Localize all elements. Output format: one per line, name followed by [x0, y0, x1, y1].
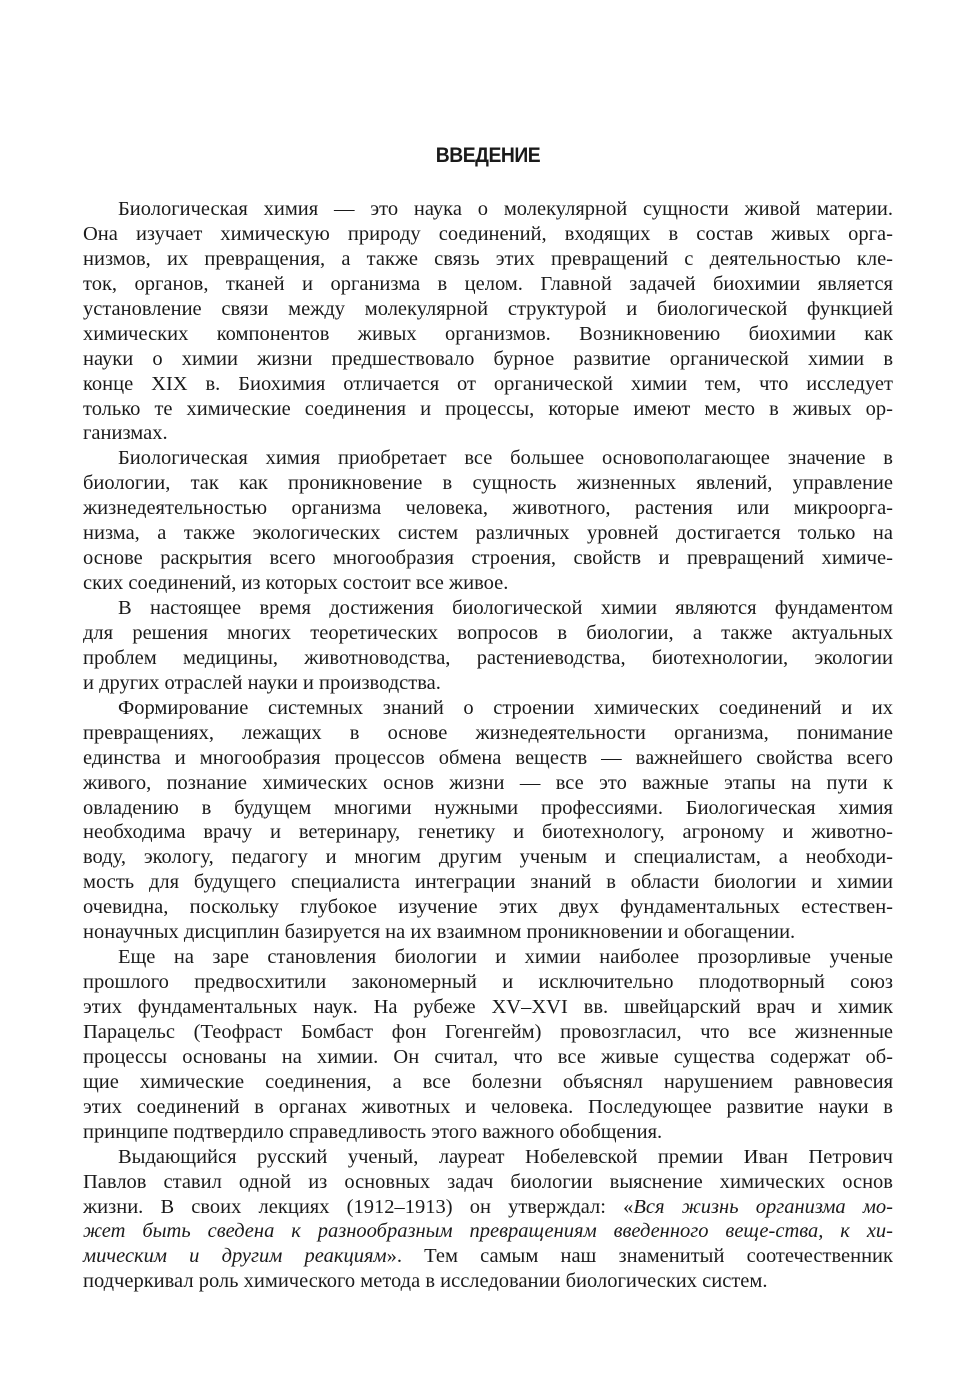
text-line: мость для будущего специалиста интеграции знаний в области биологии и химии [83, 871, 893, 894]
text-line [83, 1219, 893, 1244]
text-line: установление связи между молекулярной структурой и биологической функцией [83, 297, 893, 320]
text-line: только те химические соединения и процессы, которые имеют место в живых ор- [83, 397, 893, 420]
italic-quote: мическим и другим реакциям [83, 1245, 387, 1268]
text-line: и других отраслей науки и производства. [83, 671, 441, 694]
text-line: Биологическая химия — это наука о молекулярной сущности живой материи. [118, 198, 893, 220]
text-line: превращениях, лежащих в основе жизнедеятельности организма, понимание [83, 721, 893, 744]
text-line: прошлого предвосхитили закономерный и исключительно плодотворный союз [83, 971, 893, 994]
text-line: ток, органов, тканей и организма в целом. Главной задачей биохимии является [83, 272, 893, 295]
text-line: этих соединений в органах животных и человека. Последующее развитие науки в [83, 1095, 893, 1118]
text-segment: жизни. В своих лекциях (1912–1913) он утверждал: « [83, 1195, 634, 1218]
italic-quote: жет быть сведена к разнообразным превращениям введенного веще-ства, к хи- [83, 1220, 893, 1243]
text-line: единства и многообразия процессов обмена веществ — важнейшего свойства всего [83, 746, 893, 769]
paragraph [83, 197, 893, 446]
text-line: проблем медицины, животноводства, растениеводства, биотехнологии, экологии [83, 646, 893, 669]
paragraph [83, 945, 893, 1145]
text-line: основе раскрытия всего многообразия строения, свойств и превращений химиче- [83, 547, 893, 570]
text-line: подчеркивал роль химического метода в исследовании биологических систем. [83, 1270, 768, 1293]
text-line: овладению в будущем многими нужными профессиями. Биологическая химия [83, 796, 893, 819]
text-line: конце XIX в. Биохимия отличается от органической химии тем, что исследует [83, 372, 893, 395]
text-line: жизнедеятельностью организма человека, животного, растения или микроорга- [83, 497, 893, 520]
text-line: ганизмах. [83, 422, 168, 445]
text-line: Формирование системных знаний о строении химических соединений и их [118, 696, 893, 719]
text-line: для решения многих теоретических вопросов в биологии, а также актуальных [83, 621, 893, 644]
text-line: науки о химии жизни предшествовало бурное развитие органической химии в [83, 347, 893, 370]
text-line [83, 1244, 893, 1269]
text-line: необходима врачу и ветеринару, генетику и биотехнологу, агроному и животно- [83, 821, 893, 844]
body-text [83, 197, 893, 1294]
paragraph [83, 596, 893, 696]
text-line: живого, познание химических основ жизни — все это важные этапы на пути к [83, 771, 893, 794]
text-line [83, 1195, 893, 1220]
text-line: биологии, так как проникновение в сущность жизненных явлений, управление [83, 472, 893, 495]
page-title: ВВЕДЕНИЕ [435, 144, 541, 167]
text-line: очевидна, поскольку глубокое изучение этих двух фундаментальных естествен- [83, 896, 893, 919]
text-line: химических компонентов живых организмов. Возникновению биохимии как [83, 322, 893, 345]
text-line: щие химические соединения, а все болезни объяснял нарушением равновесия [83, 1070, 893, 1093]
text-line: этих фундаментальных наук. На рубеже XV–XVI вв. швейцарский врач и химик [83, 996, 893, 1018]
text-line: Парацельс (Теофраст Бомбаст фон Гогенгейм) провозгласил, что все жизненные [83, 1020, 893, 1043]
paragraph [83, 696, 893, 945]
text-line: Выдающийся русский ученый, лауреат Нобелевской премии Иван Петрович [118, 1145, 893, 1168]
text-line: ских соединений, из которых состоит все живое. [83, 572, 509, 595]
text-line: низма, а также экологических систем различных уровней достигается только на [83, 522, 893, 545]
italic-quote: Вся жизнь организма мо- [633, 1195, 893, 1218]
text-line: воду, экологу, педагогу и многим другим ученым и специалистам, а необходи- [83, 846, 893, 869]
text-line: В настоящее время достижения биологической химии являются фундаментом [118, 597, 893, 619]
paragraph [83, 446, 893, 596]
text-line: принципе подтвердило справедливость этого важного обобщения. [83, 1120, 663, 1143]
text-line: нонаучных дисциплин базируется на их взаимном проникновении и обогащении. [83, 921, 796, 944]
text-line: Павлов ставил одной из основных задач биологии выяснение химических основ [83, 1170, 893, 1193]
text-line: низмов, их превращения, а также связь этих превращений с деятельностью кле- [83, 247, 893, 270]
text-line: процессы основаны на химии. Он считал, что все живые существа содержат об- [83, 1045, 893, 1068]
text-segment: ». Тем самым наш знаменитый соотечественник [386, 1245, 893, 1268]
text-line: Биологическая химия приобретает все большее основополагающее значение в [118, 447, 893, 470]
paragraph [83, 1145, 893, 1295]
text-line: Еще на заре становления биологии и химии наиболее прозорливые ученые [118, 946, 893, 969]
text-line: Она изучает химическую природу соединений, входящих в состав живых орга- [83, 222, 893, 245]
